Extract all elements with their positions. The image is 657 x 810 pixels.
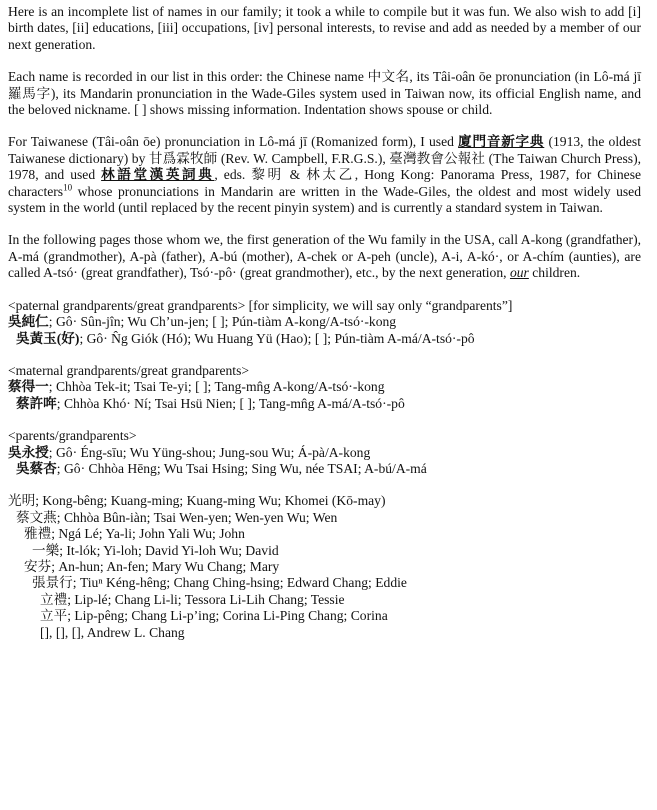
sources-text-1: For Taiwanese (Tâi-oân ōe) pronunciation in Lô-má jī (Romanized form), I used xyxy=(8,134,459,150)
naming-order-paragraph: Each name is recorded in our list in this order: the Chinese name 中文名, its Tâi-oân ōe pronunciation (in Lô-má jī 羅馬字), its Mandarin pronunciation in the Wade-Giles system used in Taiwan now, its official English name, and the beloved nickname. [ ] shows missing information. Indentation shows spouse or child. xyxy=(8,69,641,118)
chinese-name: 安芬 xyxy=(24,558,52,574)
name-details: ; Ngá Lé; Ya-li; John Yali Wu; John xyxy=(51,526,245,542)
name-details: ; It-lók; Yi-loh; David Yi-loh Wu; David xyxy=(59,542,279,558)
name-details: [], [], [], Andrew L. Chang xyxy=(40,624,185,640)
paternal-grandparents-section xyxy=(8,298,641,347)
kinship-text-1: In the following pages those whom we, the first generation of the Wu family in the USA, call A-kong (grandfather), A-má (grandmother), A-pà (father), A-bú (mother), A-chek or A-peh (uncle), A-i, A-kó·, or A-chím (aunties), are called A-tsó· (great grandfather), Tsó·-pô· (great grandmother), etc., by the next generation, xyxy=(8,232,641,281)
intro-paragraph: Here is an incomplete list of names in our family; it took a while to compile but it was fun. We also wish to add [i] birth dates, [ii] educations, [iii] occupations, [iv] personal interests, to revise and add as needed by a member of our next generation. xyxy=(8,4,641,52)
name-details: ; An-hun; An-fen; Mary Wu Chang; Mary xyxy=(51,558,280,574)
family-entry xyxy=(8,625,641,641)
chinese-name: 雅禮 xyxy=(24,526,52,542)
sources-text-2: (1913, the oldest Taiwanese dictionary) by 甘爲霖牧師 (Rev. W. Campbell, F.R.G.S.), 臺灣教會公報社 (The Taiwan Church Press), 1978, and used xyxy=(8,134,641,183)
name-details: ; Chhòa Bûn-iàn; Tsai Wen-yen; Wen-yen Wu; Wen xyxy=(56,509,338,525)
sources-text-3: , eds. 黎明 & 林太乙, Hong Kong: Panorama Press, 1987, for Chinese characters xyxy=(8,167,642,199)
family-entry xyxy=(8,526,641,542)
name-details: ; Gô· Éng-sīu; Wu Yüng-shou; Jung-sou Wu; Á-pà/A-kong xyxy=(48,444,371,460)
section-header: <parents/grandparents> xyxy=(8,428,137,444)
parents-section xyxy=(8,428,641,477)
chinese-name: 蔡許哖 xyxy=(16,395,57,411)
name-details: ; Gô· Sûn-jîn; Wu Ch’un-jen; [ ]; Pún-tiàm A-kong/A-tsó·-kong xyxy=(48,314,397,330)
name-entry xyxy=(8,331,641,347)
family-entry xyxy=(8,608,641,624)
kinship-emphasis: our xyxy=(509,265,529,281)
family-entry xyxy=(8,592,641,608)
family-entry xyxy=(8,493,641,509)
chinese-name: 張景行 xyxy=(32,575,73,591)
dictionary-title-lin: 林語堂漢英詞典 xyxy=(101,167,215,183)
chinese-name: 光明 xyxy=(8,493,36,509)
name-entry xyxy=(8,461,641,477)
footnote-marker: 10 xyxy=(63,182,73,193)
family-entry xyxy=(8,559,641,575)
sources-text-4: whose pronunciations in Mandarin are written in the Wade-Giles, the oldest and most widely used system in the world (until replaced by the recent pinyin system) and is currently a standard system in Taiwan. xyxy=(8,183,641,216)
chinese-name: 吳純仁 xyxy=(8,314,49,330)
family-entry xyxy=(8,575,641,591)
name-details: ; Tiuⁿ Kéng-hêng; Chang Ching-hsing; Edward Chang; Eddie xyxy=(72,575,407,591)
family-entry xyxy=(8,510,641,526)
chinese-name: 立平 xyxy=(40,608,68,624)
name-details: ; Gô· N̂g Giók (Hó); Wu Huang Yü (Hao); [ ]; Pún-tiàm A-má/A-tsó·-pô xyxy=(79,330,475,346)
section-header: <maternal grandparents/great grandparents> xyxy=(8,362,250,378)
chinese-name: 一樂 xyxy=(32,542,60,558)
section-header: <paternal grandparents/great grandparents> [for simplicity, we will say only “grandparents”] xyxy=(8,297,513,313)
name-details: ; Lip-lé; Chang Li-li; Tessora Li-Lih Chang; Tessie xyxy=(67,591,345,607)
pronunciation-sources-paragraph xyxy=(8,134,641,216)
name-entry xyxy=(8,379,641,395)
name-details: ; Chhòa Tek-it; Tsai Te-yi; [ ]; Tang-mn̂g A-kong/A-tsó·-kong xyxy=(48,379,385,395)
chinese-name: 吳蔡杏 xyxy=(16,460,57,476)
chinese-name: 吳永授 xyxy=(8,444,49,460)
chinese-name: 蔡文燕 xyxy=(16,509,57,525)
name-details: ; Gô· Chhòa Hēng; Wu Tsai Hsing; Sing Wu, née TSAI; A-bú/A-má xyxy=(56,460,427,476)
chinese-name: 蔡得一 xyxy=(8,379,49,395)
family-tree-section xyxy=(8,493,641,641)
chinese-name: 立禮 xyxy=(40,591,68,607)
name-entry xyxy=(8,396,641,412)
maternal-grandparents-section xyxy=(8,363,641,412)
dictionary-title-amoy: 廈門音新字典 xyxy=(458,134,545,150)
name-details: ; Lip-pêng; Chang Li-p’ing; Corina Li-Ping Chang; Corina xyxy=(67,608,388,624)
chinese-name: 吳黃玉(好) xyxy=(16,330,80,346)
kinship-text-2: children. xyxy=(528,265,581,281)
family-entry xyxy=(8,543,641,559)
name-entry xyxy=(8,445,641,461)
name-entry xyxy=(8,314,641,330)
name-details: ; Chhòa Khó· Ní; Tsai Hsü Nien; [ ]; Tang-mn̂g A-má/A-tsó·-pô xyxy=(56,395,405,411)
kinship-terms-paragraph xyxy=(8,232,641,281)
name-details: ; Kong-bêng; Kuang-ming; Kuang-ming Wu; Khomei (Kō-may) xyxy=(35,493,386,509)
